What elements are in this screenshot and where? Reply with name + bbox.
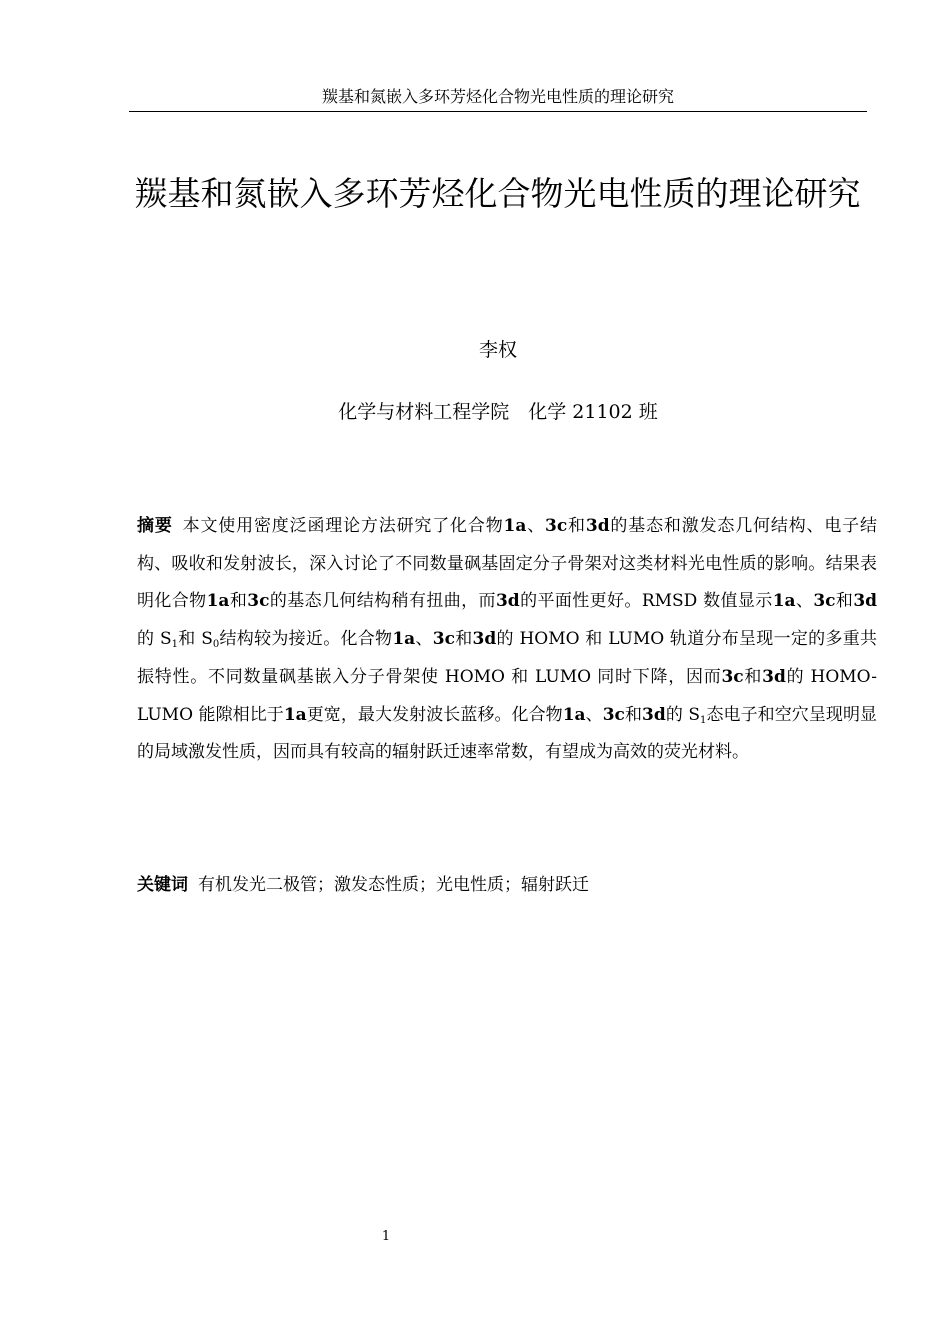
compound-ref: 3c	[432, 629, 455, 650]
compound-ref: 3d	[472, 629, 497, 650]
compound-ref: 3d	[853, 591, 878, 612]
compound-ref: 1a	[283, 704, 307, 725]
abstract-text: 的基态几何结构稍有扭曲，而	[269, 591, 496, 612]
compound-ref: 3d	[642, 704, 666, 725]
abstract-label: 摘要	[137, 516, 173, 536]
compound-ref: 3d	[585, 516, 610, 536]
abstract-text: 的 S	[665, 704, 700, 725]
keywords	[137, 870, 877, 900]
page-number: 1	[381, 1229, 391, 1244]
paper-title: 羰基和氮嵌入多环芳烃化合物光电性质的理论研究	[134, 174, 861, 213]
compound-ref: 3c	[813, 591, 836, 612]
abstract-text: 、	[415, 629, 433, 650]
compound-ref: 3d	[762, 666, 786, 687]
abstract-text: 和	[624, 704, 643, 725]
compound-ref: 1a	[206, 591, 230, 612]
author-affiliation: 化学与材料工程学院 化学 21102 班	[338, 401, 658, 423]
compound-ref: 1a	[772, 591, 796, 612]
abstract-text: 的 S	[137, 629, 172, 650]
compound-ref: 1a	[392, 629, 416, 650]
compound-ref: 3c	[247, 591, 270, 612]
compound-ref: 3c	[545, 516, 568, 536]
abstract-text: 和	[454, 629, 473, 650]
abstract	[137, 508, 877, 772]
compound-ref: 3c	[721, 666, 744, 687]
abstract-text: 本文使用密度泛函理论方法研究了化合物	[182, 516, 504, 536]
abstract-text: 和	[229, 591, 248, 612]
compound-ref: 1a	[503, 516, 527, 536]
running-header: 羰基和氮嵌入多环芳烃化合物光电性质的理论研究	[321, 87, 674, 106]
compound-ref: 3d	[495, 591, 520, 612]
abstract-text: 更宽，最大发射波长蓝移。化合物	[306, 704, 563, 725]
keywords-label: 关键词	[137, 875, 188, 895]
subscript: 1	[700, 714, 707, 726]
abstract-text: 、	[585, 704, 603, 725]
subscript: 1	[171, 639, 178, 651]
compound-ref: 1a	[562, 704, 586, 725]
abstract-text: 的 HOMO-LUMO 能隙相比于	[137, 666, 877, 725]
abstract-text: 的 HOMO 和 LUMO 轨道分布呈现一定的多重共振特性。不同数量砜基嵌入分子骨架使 HOMO 和 LUMO 同时下降，因而	[137, 629, 877, 687]
abstract-text: 的平面性更好。RMSD 数值显示	[519, 591, 773, 612]
abstract-text: 、	[795, 591, 814, 612]
abstract-text: 和	[835, 591, 854, 612]
keywords-text: 有机发光二极管；激发态性质；光电性质；辐射跃迁	[198, 875, 589, 895]
abstract-text: 的基态和激发态几何结构、电子结构、吸收和发射波长，深入讨论了不同数量砜基固定分子骨架对这类材料光电性质的影响。结果表明化合物	[137, 516, 878, 612]
author-name: 李权	[478, 339, 517, 361]
abstract-text: 结构较为接近。化合物	[219, 629, 393, 650]
abstract-text: 态电子和空穴呈现明显的局域激发性质，因而具有较高的辐射跃迁速率常数，有望成为高效的荧光材料。	[137, 704, 878, 763]
abstract-text: 和	[743, 666, 763, 687]
subscript: 0	[212, 639, 220, 651]
compound-ref: 3c	[602, 704, 625, 725]
abstract-text: 、	[526, 516, 546, 536]
header-rule	[129, 111, 867, 112]
abstract-text: 和	[567, 516, 586, 536]
abstract-text: 和 S	[177, 629, 213, 650]
